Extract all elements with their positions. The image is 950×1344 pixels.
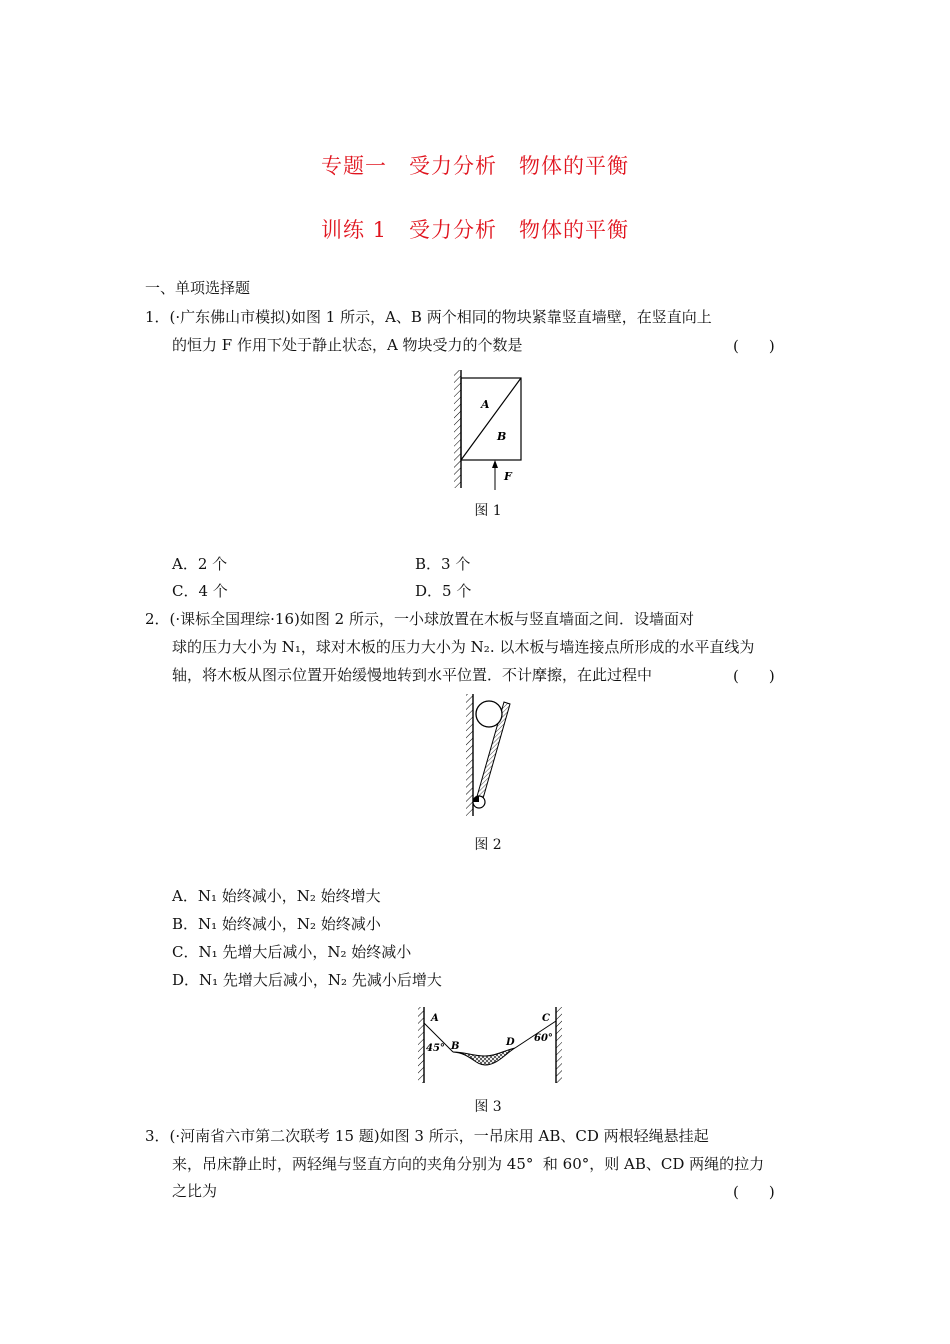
ball <box>476 701 502 727</box>
wall-hatching <box>454 370 461 488</box>
q1-option-c: C．4 个 <box>172 582 228 600</box>
block-b-label: B <box>497 430 507 443</box>
force-arrowhead <box>492 460 498 468</box>
block-diagonal <box>461 378 521 460</box>
left-wall-hatching <box>418 1007 424 1083</box>
point-d-label: D <box>506 1037 515 1048</box>
q2-line1: 2．(·课标全国理综·16)如图 2 所示，一小球放置在木板与竖直墙面之间．设墙面对 <box>145 610 694 628</box>
figure-2-caption: 图 2 <box>474 837 502 853</box>
point-a-label: A <box>431 1013 439 1024</box>
q2-option-d: D．N₁ 先增大后减小，N₂ 先减小后增大 <box>172 971 442 989</box>
figure-3-caption: 图 3 <box>474 1099 502 1115</box>
figure-1-caption: 图 1 <box>474 503 502 519</box>
q2-line3: 轴，将木板从图示位置开始缓慢地转到水平位置．不计摩擦，在此过程中 <box>172 666 653 684</box>
q2-answer-paren: ( ) <box>733 667 775 685</box>
right-wall-hatching <box>556 1007 562 1083</box>
q1-line1: 1．(·广东佛山市模拟)如图 1 所示，A、B 两个相同的物块紧靠竖直墙壁，在竖直向上 <box>145 308 712 326</box>
angle-45-label: 45° <box>426 1043 445 1054</box>
hinge-dot <box>473 796 479 802</box>
q3-answer-paren: ( ) <box>733 1183 775 1201</box>
angle-60-label: 60° <box>534 1033 553 1044</box>
wall-hatching <box>466 694 473 816</box>
force-f-label: F <box>504 470 512 483</box>
q2-option-b: B．N₁ 始终减小，N₂ 始终减小 <box>172 915 381 933</box>
q1-line2: 的恒力 F 作用下处于静止状态，A 物块受力的个数是 <box>172 336 523 354</box>
q3-line3: 之比为 <box>172 1182 218 1200</box>
document-title: 专题一 受力分析 物体的平衡 <box>321 154 629 178</box>
figure-2 <box>455 692 525 822</box>
q2-option-c: C．N₁ 先增大后减小，N₂ 始终减小 <box>172 943 412 961</box>
q1-answer-paren: ( ) <box>733 337 775 355</box>
q3-line2: 来，吊床静止时，两轻绳与竖直方向的夹角分别为 45° 和 60°，则 AB、CD 两绳的拉力 <box>172 1155 765 1173</box>
hammock <box>453 1048 515 1065</box>
block-a-label: A <box>481 398 490 411</box>
point-c-label: C <box>542 1013 550 1024</box>
q1-option-a: A．2 个 <box>172 555 228 573</box>
q2-option-a: A．N₁ 始终减小，N₂ 始终增大 <box>172 887 381 905</box>
q1-option-d: D．5 个 <box>415 582 472 600</box>
q3-line1: 3．(·河南省六市第二次联考 15 题)如图 3 所示，一吊床用 AB、CD 两根轻绳悬挂起 <box>145 1127 709 1145</box>
figure-1 <box>440 368 540 493</box>
point-b-label: B <box>451 1041 460 1052</box>
section-heading: 一、单项选择题 <box>145 279 251 297</box>
q1-option-b: B．3 个 <box>415 555 471 573</box>
figure-3 <box>415 1005 565 1085</box>
exercise-title: 训练 1 受力分析 物体的平衡 <box>320 218 630 242</box>
q2-line2: 球的压力大小为 N₁，球对木板的压力大小为 N₂. 以木板与墙连接点所形成的水平直线为 <box>172 638 755 656</box>
